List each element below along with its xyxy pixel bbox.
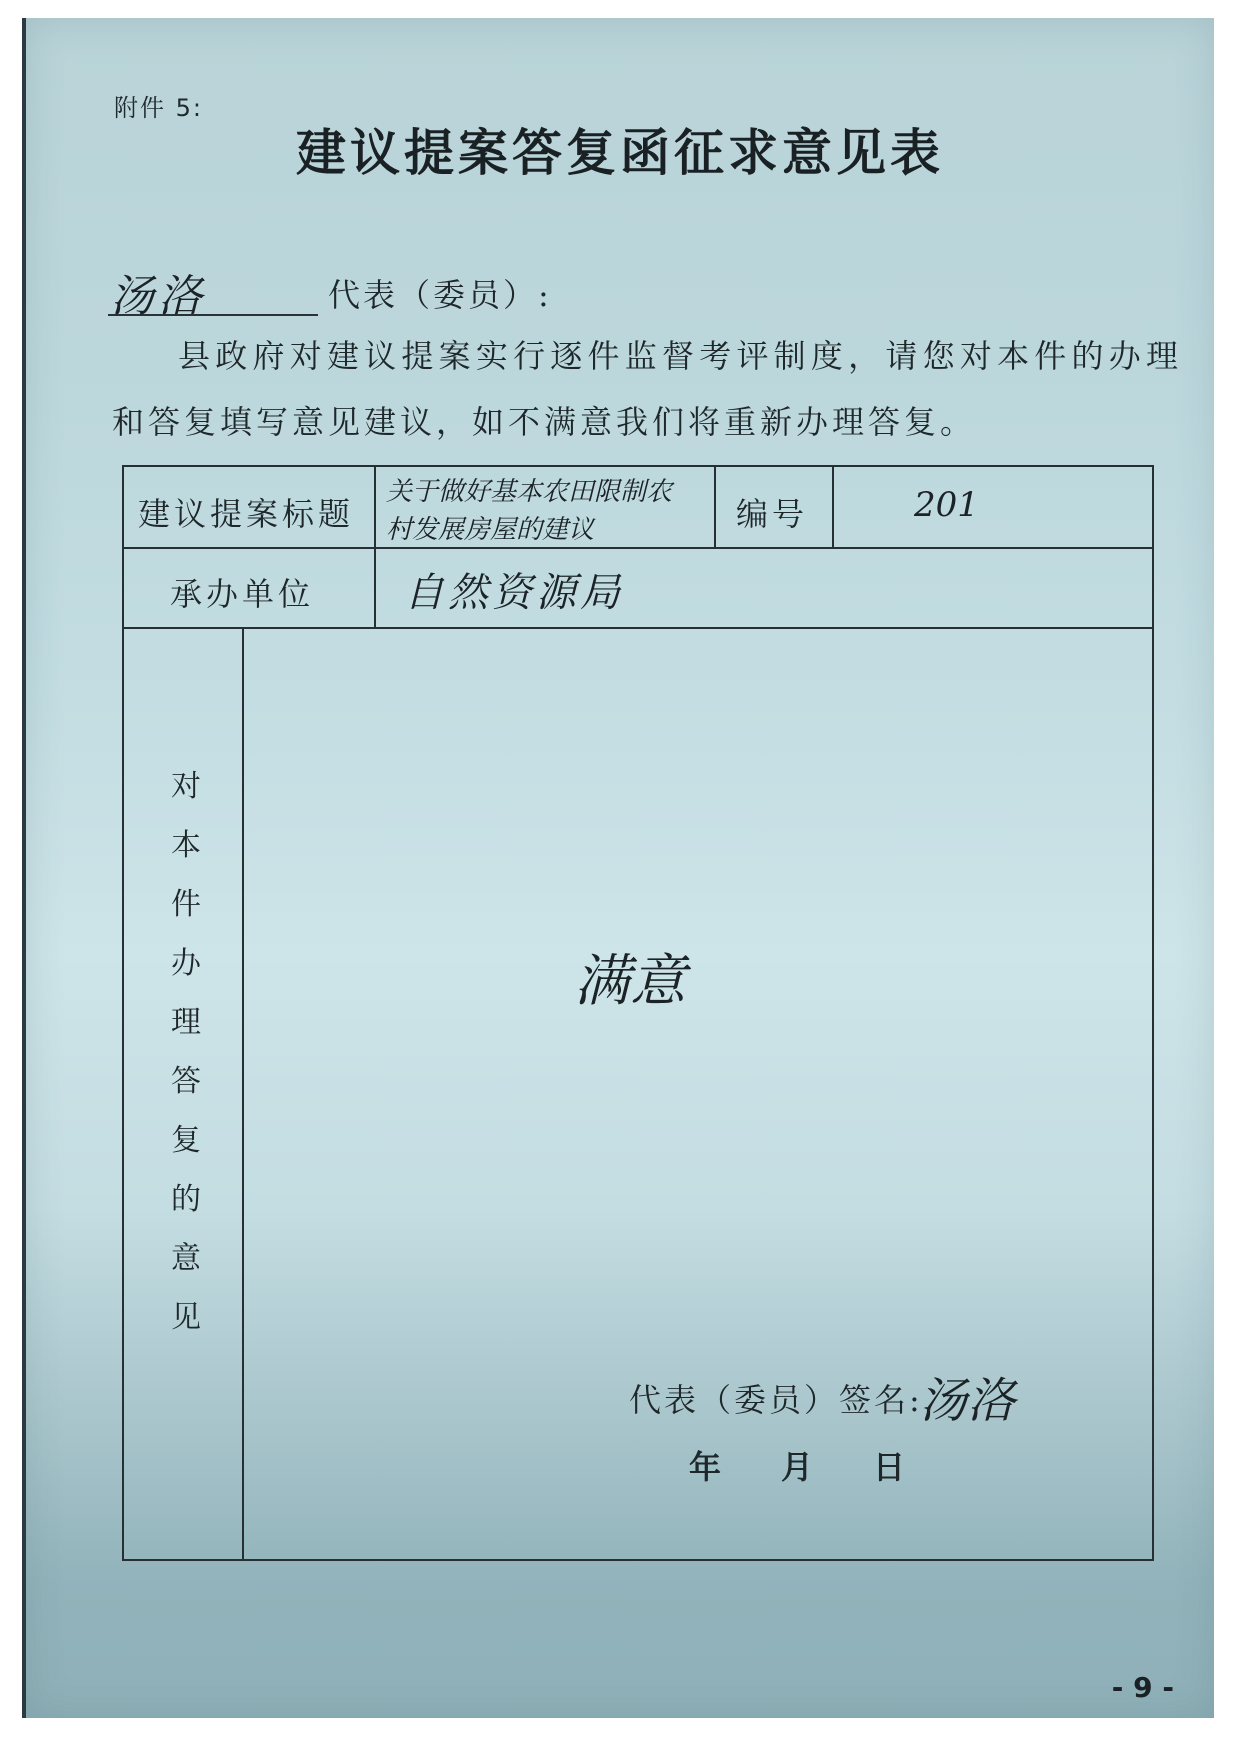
form-row-divider (124, 547, 1152, 549)
intro-paragraph: 县政府对建议提案实行逐件监督考评制度，请您对本件的办理和答复填写意见建议，如不满意我们将重新办理答复。 (112, 337, 1182, 441)
date-line (689, 1442, 965, 1488)
opinion-label-char: 复 (171, 1123, 201, 1158)
number-label: 编号 (736, 495, 809, 533)
opinion-label-char: 本 (171, 828, 201, 863)
date-month: 月 (781, 1448, 814, 1486)
page-number: - 9 - (1111, 1671, 1174, 1704)
opinion-form (122, 465, 1154, 1561)
document-page (22, 18, 1214, 1718)
date-day: 日 (873, 1448, 906, 1486)
date-year: 年 (689, 1448, 722, 1486)
opinion-label-char: 办 (171, 946, 201, 981)
opinion-label-char: 意 (171, 1241, 201, 1276)
opinion-value: 满意 (574, 949, 686, 1014)
attachment-label: 附件 5: (114, 94, 203, 122)
opinion-label (124, 629, 242, 1559)
form-col-divider (714, 467, 716, 549)
unit-value: 自然资源局 (404, 570, 624, 616)
form-col-divider (832, 467, 834, 549)
unit-label: 承办单位 (170, 575, 315, 613)
title-value-line-1: 关于做好基本农田限制农 (386, 477, 673, 507)
signature-value: 汤洛 (919, 1373, 1016, 1429)
addressee-blank (108, 266, 318, 322)
form-col-divider (242, 629, 244, 1559)
addressee-name: 汤洛 (110, 271, 206, 322)
form-row-divider (124, 627, 1152, 629)
opinion-label-char: 件 (171, 887, 201, 922)
title-value-line-2: 村发展房屋的建议 (386, 515, 595, 545)
opinion-label-char: 理 (171, 1005, 201, 1040)
opinion-label-char: 见 (171, 1300, 201, 1335)
signature-label: 代表（委员）签名: (629, 1381, 923, 1419)
opinion-label-char: 的 (171, 1182, 201, 1217)
opinion-label-char: 答 (171, 1064, 201, 1099)
addressee-role: 代表（委员）: (328, 276, 552, 314)
number-value: 201 (914, 485, 979, 525)
page-title: 建议提案答复函征求意见表 (296, 124, 944, 182)
title-label: 建议提案标题 (138, 495, 355, 533)
form-col-divider (374, 467, 376, 629)
opinion-label-char: 对 (171, 769, 201, 804)
